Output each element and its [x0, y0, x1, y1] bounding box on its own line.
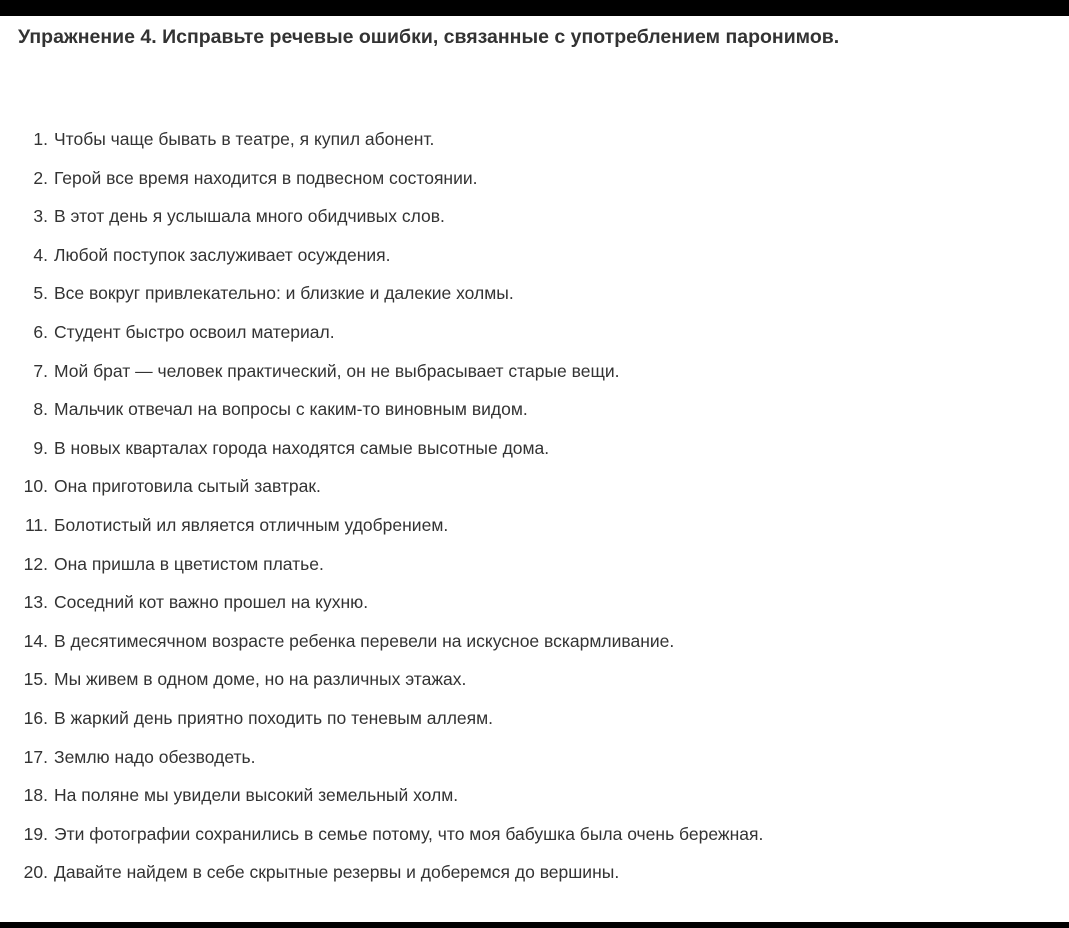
item-text: В десятимесячном возрасте ребенка перевели на искусное вскармливание.	[54, 630, 675, 651]
item-text: Землю надо обезводеть.	[54, 746, 256, 767]
item-text: Мы живем в одном доме, но на различных этажах.	[54, 669, 467, 690]
item-text: Любой поступок заслуживает осуждения.	[54, 244, 391, 265]
item-text: На поляне мы увидели высокий земельный холм.	[54, 785, 459, 806]
item-number: 19.	[23, 823, 48, 844]
item-number: 15.	[23, 669, 48, 690]
item-number: 1.	[33, 129, 48, 149]
exercise-sheet	[0, 16, 1069, 922]
item-number: 3.	[33, 206, 48, 227]
item-number: 7.	[33, 360, 48, 381]
item-number: 12.	[23, 553, 48, 574]
item-text: Студент быстро освоил материал.	[54, 321, 335, 342]
item-number: 18.	[23, 785, 48, 806]
item-number: 20.	[23, 862, 48, 883]
item-text: Мальчик отвечал на вопросы с каким-то виновным видом.	[54, 399, 528, 420]
item-text: В этот день я услышала много обидчивых слов.	[54, 206, 445, 227]
item-text: Соседний кот важно прошел на кухню.	[54, 592, 369, 613]
item-number: 14.	[23, 630, 48, 651]
item-number: 11.	[24, 514, 48, 535]
item-number: 9.	[33, 437, 48, 458]
item-number: 13.	[23, 592, 48, 613]
item-text: Болотистый ил является отличным удобрением.	[54, 514, 449, 535]
item-text: Давайте найдем в себе скрытные резервы и доберемся до вершины.	[54, 862, 620, 883]
item-number: 8.	[33, 399, 48, 420]
item-number: 16.	[23, 707, 48, 728]
item-text: Все вокруг привлекательно: и близкие и далекие холмы.	[54, 283, 514, 304]
item-number: 4.	[33, 244, 48, 265]
item-text: Она приготовила сытый завтрак.	[54, 476, 321, 497]
item-text: В новых кварталах города находятся самые высотные дома.	[54, 437, 550, 458]
item-text: Мой брат — человек практический, он не выбрасывает старые вещи.	[54, 360, 620, 381]
item-number: 2.	[33, 167, 48, 188]
item-number: 10.	[23, 476, 48, 497]
item-text: Эти фотографии сохранились в семье потому, что моя бабушка была очень бережная.	[54, 823, 764, 844]
item-text: Герой все время находится в подвесном состоянии.	[54, 167, 478, 188]
item-text: В жаркий день приятно походить по теневым аллеям.	[54, 707, 494, 728]
item-number: 6.	[33, 321, 48, 342]
item-text: Она пришла в цветистом платье.	[54, 553, 324, 574]
item-text: Чтобы чаще бывать в театре, я купил абонент.	[54, 129, 435, 149]
exercise-title: Упражнение 4. Исправьте речевые ошибки, связанные с употреблением паронимов.	[18, 26, 840, 48]
item-number: 5.	[33, 283, 48, 304]
item-number: 17.	[23, 746, 48, 767]
